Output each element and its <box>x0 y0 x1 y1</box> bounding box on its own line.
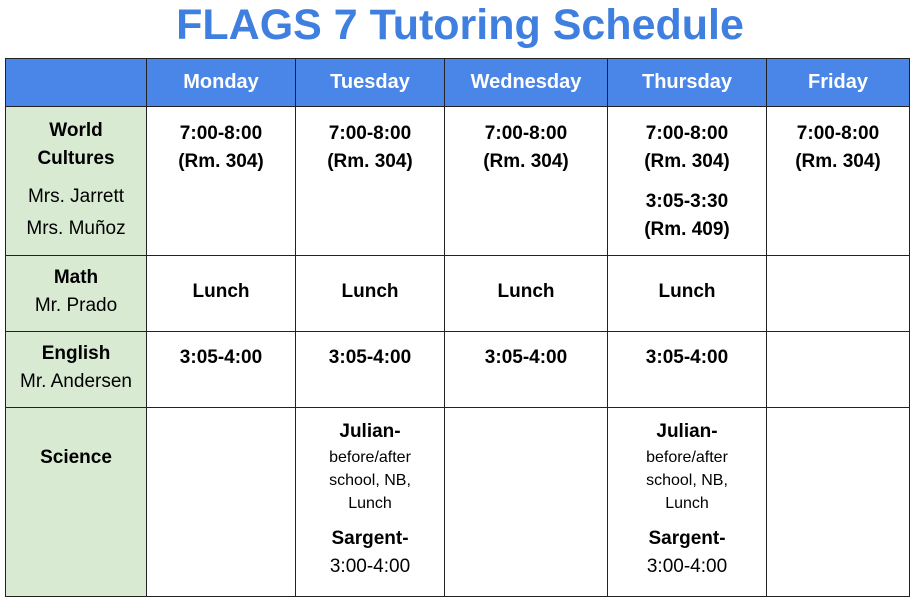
tutor-name: Julian- <box>656 421 718 442</box>
time-slot: 3:05-4:00 <box>328 347 412 368</box>
day-header-wednesday: Wednesday <box>445 59 608 107</box>
time-slot: Lunch <box>658 281 716 302</box>
teacher-name: Mrs. Muñoz <box>26 218 126 239</box>
cell-english-monday <box>147 332 296 408</box>
time-slot: 3:00-4:00 <box>329 556 411 577</box>
tutor-detail: school, NB, <box>329 472 411 489</box>
time-slot: 3:05-4:00 <box>179 347 263 368</box>
cell-science-tuesday <box>296 408 445 597</box>
cell-world-cultures-wednesday <box>445 107 608 256</box>
cell-science-thursday <box>608 408 767 597</box>
cell-english-wednesday <box>445 332 608 408</box>
subject-name-line2: Cultures <box>37 148 115 169</box>
schedule-table <box>5 58 910 597</box>
room-label: (Rm. 304) <box>178 151 264 172</box>
time-slot: Lunch <box>341 281 399 302</box>
row-science <box>6 408 910 597</box>
time-slot: 3:00-4:00 <box>646 556 728 577</box>
tutor-detail: before/after <box>646 449 728 466</box>
time-slot: Lunch <box>192 281 250 302</box>
cell-math-monday <box>147 256 296 332</box>
cell-english-thursday <box>608 332 767 408</box>
cell-english-tuesday <box>296 332 445 408</box>
tutor-detail: Lunch <box>348 495 392 512</box>
room-label: (Rm. 409) <box>644 219 730 240</box>
tutor-detail: school, NB, <box>646 472 728 489</box>
time-slot: 3:05-4:00 <box>484 347 568 368</box>
day-header-friday: Friday <box>767 59 910 107</box>
row-english <box>6 332 910 408</box>
room-label: (Rm. 304) <box>483 151 569 172</box>
subject-science <box>6 408 147 597</box>
day-header-thursday: Thursday <box>608 59 767 107</box>
time-slot: 3:05-4:00 <box>645 347 729 368</box>
day-header-tuesday: Tuesday <box>296 59 445 107</box>
room-label: (Rm. 304) <box>644 151 730 172</box>
tutor-name: Julian- <box>339 421 401 442</box>
time-slot: 7:00-8:00 <box>179 123 263 144</box>
cell-math-tuesday <box>296 256 445 332</box>
time-slot: 7:00-8:00 <box>484 123 568 144</box>
time-slot: 3:05-3:30 <box>645 191 729 212</box>
header-row <box>6 59 910 107</box>
time-slot: 7:00-8:00 <box>796 123 880 144</box>
time-slot: 7:00-8:00 <box>328 123 412 144</box>
time-slot: Lunch <box>497 281 555 302</box>
cell-math-wednesday <box>445 256 608 332</box>
subject-name: Science <box>40 447 112 468</box>
cell-math-friday <box>767 256 910 332</box>
day-header-monday: Monday <box>147 59 296 107</box>
corner-header <box>6 59 147 107</box>
time-slot: 7:00-8:00 <box>645 123 729 144</box>
cell-science-friday <box>767 408 910 597</box>
teacher-name: Mr. Andersen <box>20 371 132 392</box>
cell-science-monday <box>147 408 296 597</box>
page-title: FLAGS 7 Tutoring Schedule <box>176 1 744 49</box>
tutor-name: Sargent- <box>331 528 409 549</box>
cell-math-thursday <box>608 256 767 332</box>
tutor-detail: before/after <box>329 449 411 466</box>
cell-english-friday <box>767 332 910 408</box>
row-world-cultures <box>6 107 910 256</box>
tutor-name: Sargent- <box>648 528 726 549</box>
subject-name-line1: World <box>49 120 103 141</box>
cell-world-cultures-tuesday <box>296 107 445 256</box>
room-label: (Rm. 304) <box>327 151 413 172</box>
tutor-detail: Lunch <box>665 495 709 512</box>
row-math <box>6 256 910 332</box>
subject-world-cultures <box>6 107 147 256</box>
subject-english <box>6 332 147 408</box>
cell-world-cultures-friday <box>767 107 910 256</box>
cell-science-wednesday <box>445 408 608 597</box>
cell-world-cultures-thursday <box>608 107 767 256</box>
cell-world-cultures-monday <box>147 107 296 256</box>
teacher-name: Mrs. Jarrett <box>27 186 125 207</box>
subject-name: Math <box>53 267 99 288</box>
room-label: (Rm. 304) <box>795 151 881 172</box>
teacher-name: Mr. Prado <box>34 295 118 316</box>
subject-math <box>6 256 147 332</box>
subject-name: English <box>41 343 111 364</box>
